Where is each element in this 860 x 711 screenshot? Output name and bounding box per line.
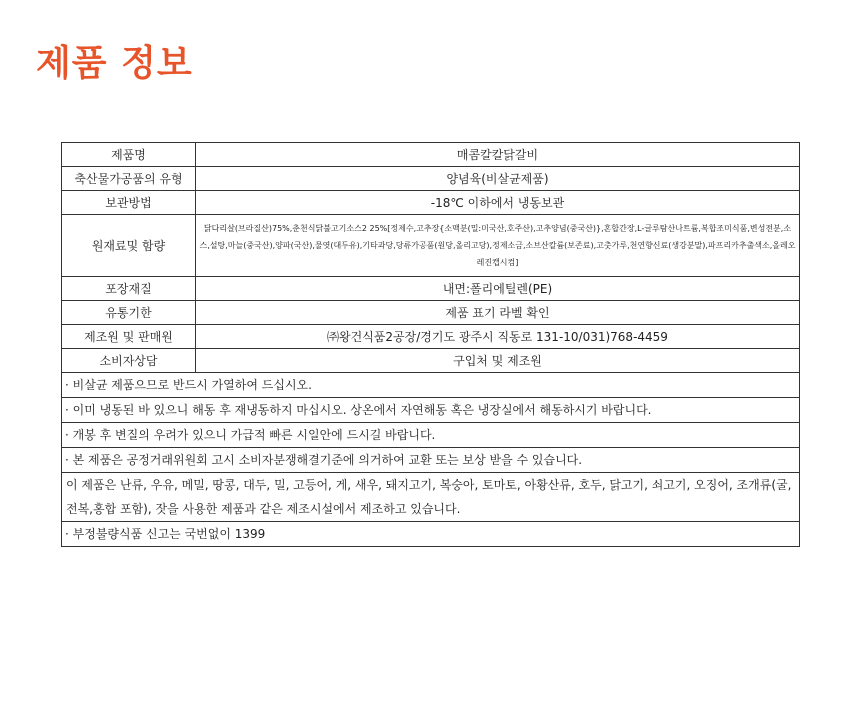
table-row bbox=[62, 143, 800, 167]
row-label: 원재료및 함량 bbox=[62, 215, 196, 277]
table-row bbox=[62, 349, 800, 373]
table-row bbox=[62, 277, 800, 301]
note-text: · 부정불량식품 신고는 국번없이 1399 bbox=[62, 522, 800, 547]
allergen-text: 이 제품은 난류, 우유, 메밀, 땅콩, 대두, 밀, 고등어, 게, 새우, 돼지고기, 복숭아, 토마토, 아황산류, 호두, 닭고기, 쇠고기, 오징어, 조개류(굴,전복,홍합 포함), 잣을 사용한 제품과 같은 제조시설에서 제조하고 있습니다. bbox=[62, 473, 800, 522]
row-value: 양념육(비살균제품) bbox=[196, 167, 800, 191]
row-label: 제조원 및 판매원 bbox=[62, 325, 196, 349]
row-value: 매콤칼칼닭갈비 bbox=[196, 143, 800, 167]
page-title: 제품 정보 bbox=[36, 43, 193, 84]
table-row bbox=[62, 325, 800, 349]
table-row bbox=[62, 167, 800, 191]
row-label: 축산물가공품의 유형 bbox=[62, 167, 196, 191]
note-row bbox=[62, 522, 800, 547]
row-label: 소비자상담 bbox=[62, 349, 196, 373]
note-row bbox=[62, 398, 800, 423]
note-text: · 비살균 제품으므로 반드시 가열하여 드십시오. bbox=[62, 373, 800, 398]
row-label: 포장재질 bbox=[62, 277, 196, 301]
product-info-table bbox=[61, 142, 800, 547]
row-label: 제품명 bbox=[62, 143, 196, 167]
note-text: · 개봉 후 변질의 우려가 있으니 가급적 빠른 시일안에 드시길 바랍니다. bbox=[62, 423, 800, 448]
row-label: 유통기한 bbox=[62, 301, 196, 325]
note-text: · 본 제품은 공정거래위원회 고시 소비자분쟁해결기준에 의거하여 교환 또는 보상 받을 수 있습니다. bbox=[62, 448, 800, 473]
row-label: 보관방법 bbox=[62, 191, 196, 215]
table-row bbox=[62, 191, 800, 215]
row-value: 내면:폴리에틸렌(PE) bbox=[196, 277, 800, 301]
note-row bbox=[62, 448, 800, 473]
note-text: · 이미 냉동된 바 있으니 해동 후 재냉동하지 마십시오. 상온에서 자연해동 혹은 냉장실에서 해동하시기 바랍니다. bbox=[62, 398, 800, 423]
row-value: 제품 표기 라벨 확인 bbox=[196, 301, 800, 325]
note-row bbox=[62, 373, 800, 398]
note-row bbox=[62, 423, 800, 448]
row-value: 구입처 및 제조원 bbox=[196, 349, 800, 373]
table-row bbox=[62, 215, 800, 277]
row-value: -18℃ 이하에서 냉동보관 bbox=[196, 191, 800, 215]
row-value: ㈜왕건식품2공장/경기도 광주시 직동로 131-10/031)768-4459 bbox=[196, 325, 800, 349]
row-value: 닭다리살(브라질산)75%,춘천식닭불고기소스2 25%[정제수,고추장{소맥분(밀:미국산,호주산),고추양념(중국산)},혼합간장,L-글루탐산나트륨,복합조미식품,변성전분,소스,설탕,마늘(중국산),양파(국산),물엿(대두유),기타과당,당류가공품(원당,올리고당),정제소금,소브산칼륨(보존료),고춧가루,천연향신료(생강분말),파프리카추출색소,올레오레진캡시컴] bbox=[196, 215, 800, 277]
table-row bbox=[62, 301, 800, 325]
allergen-row bbox=[62, 473, 800, 522]
